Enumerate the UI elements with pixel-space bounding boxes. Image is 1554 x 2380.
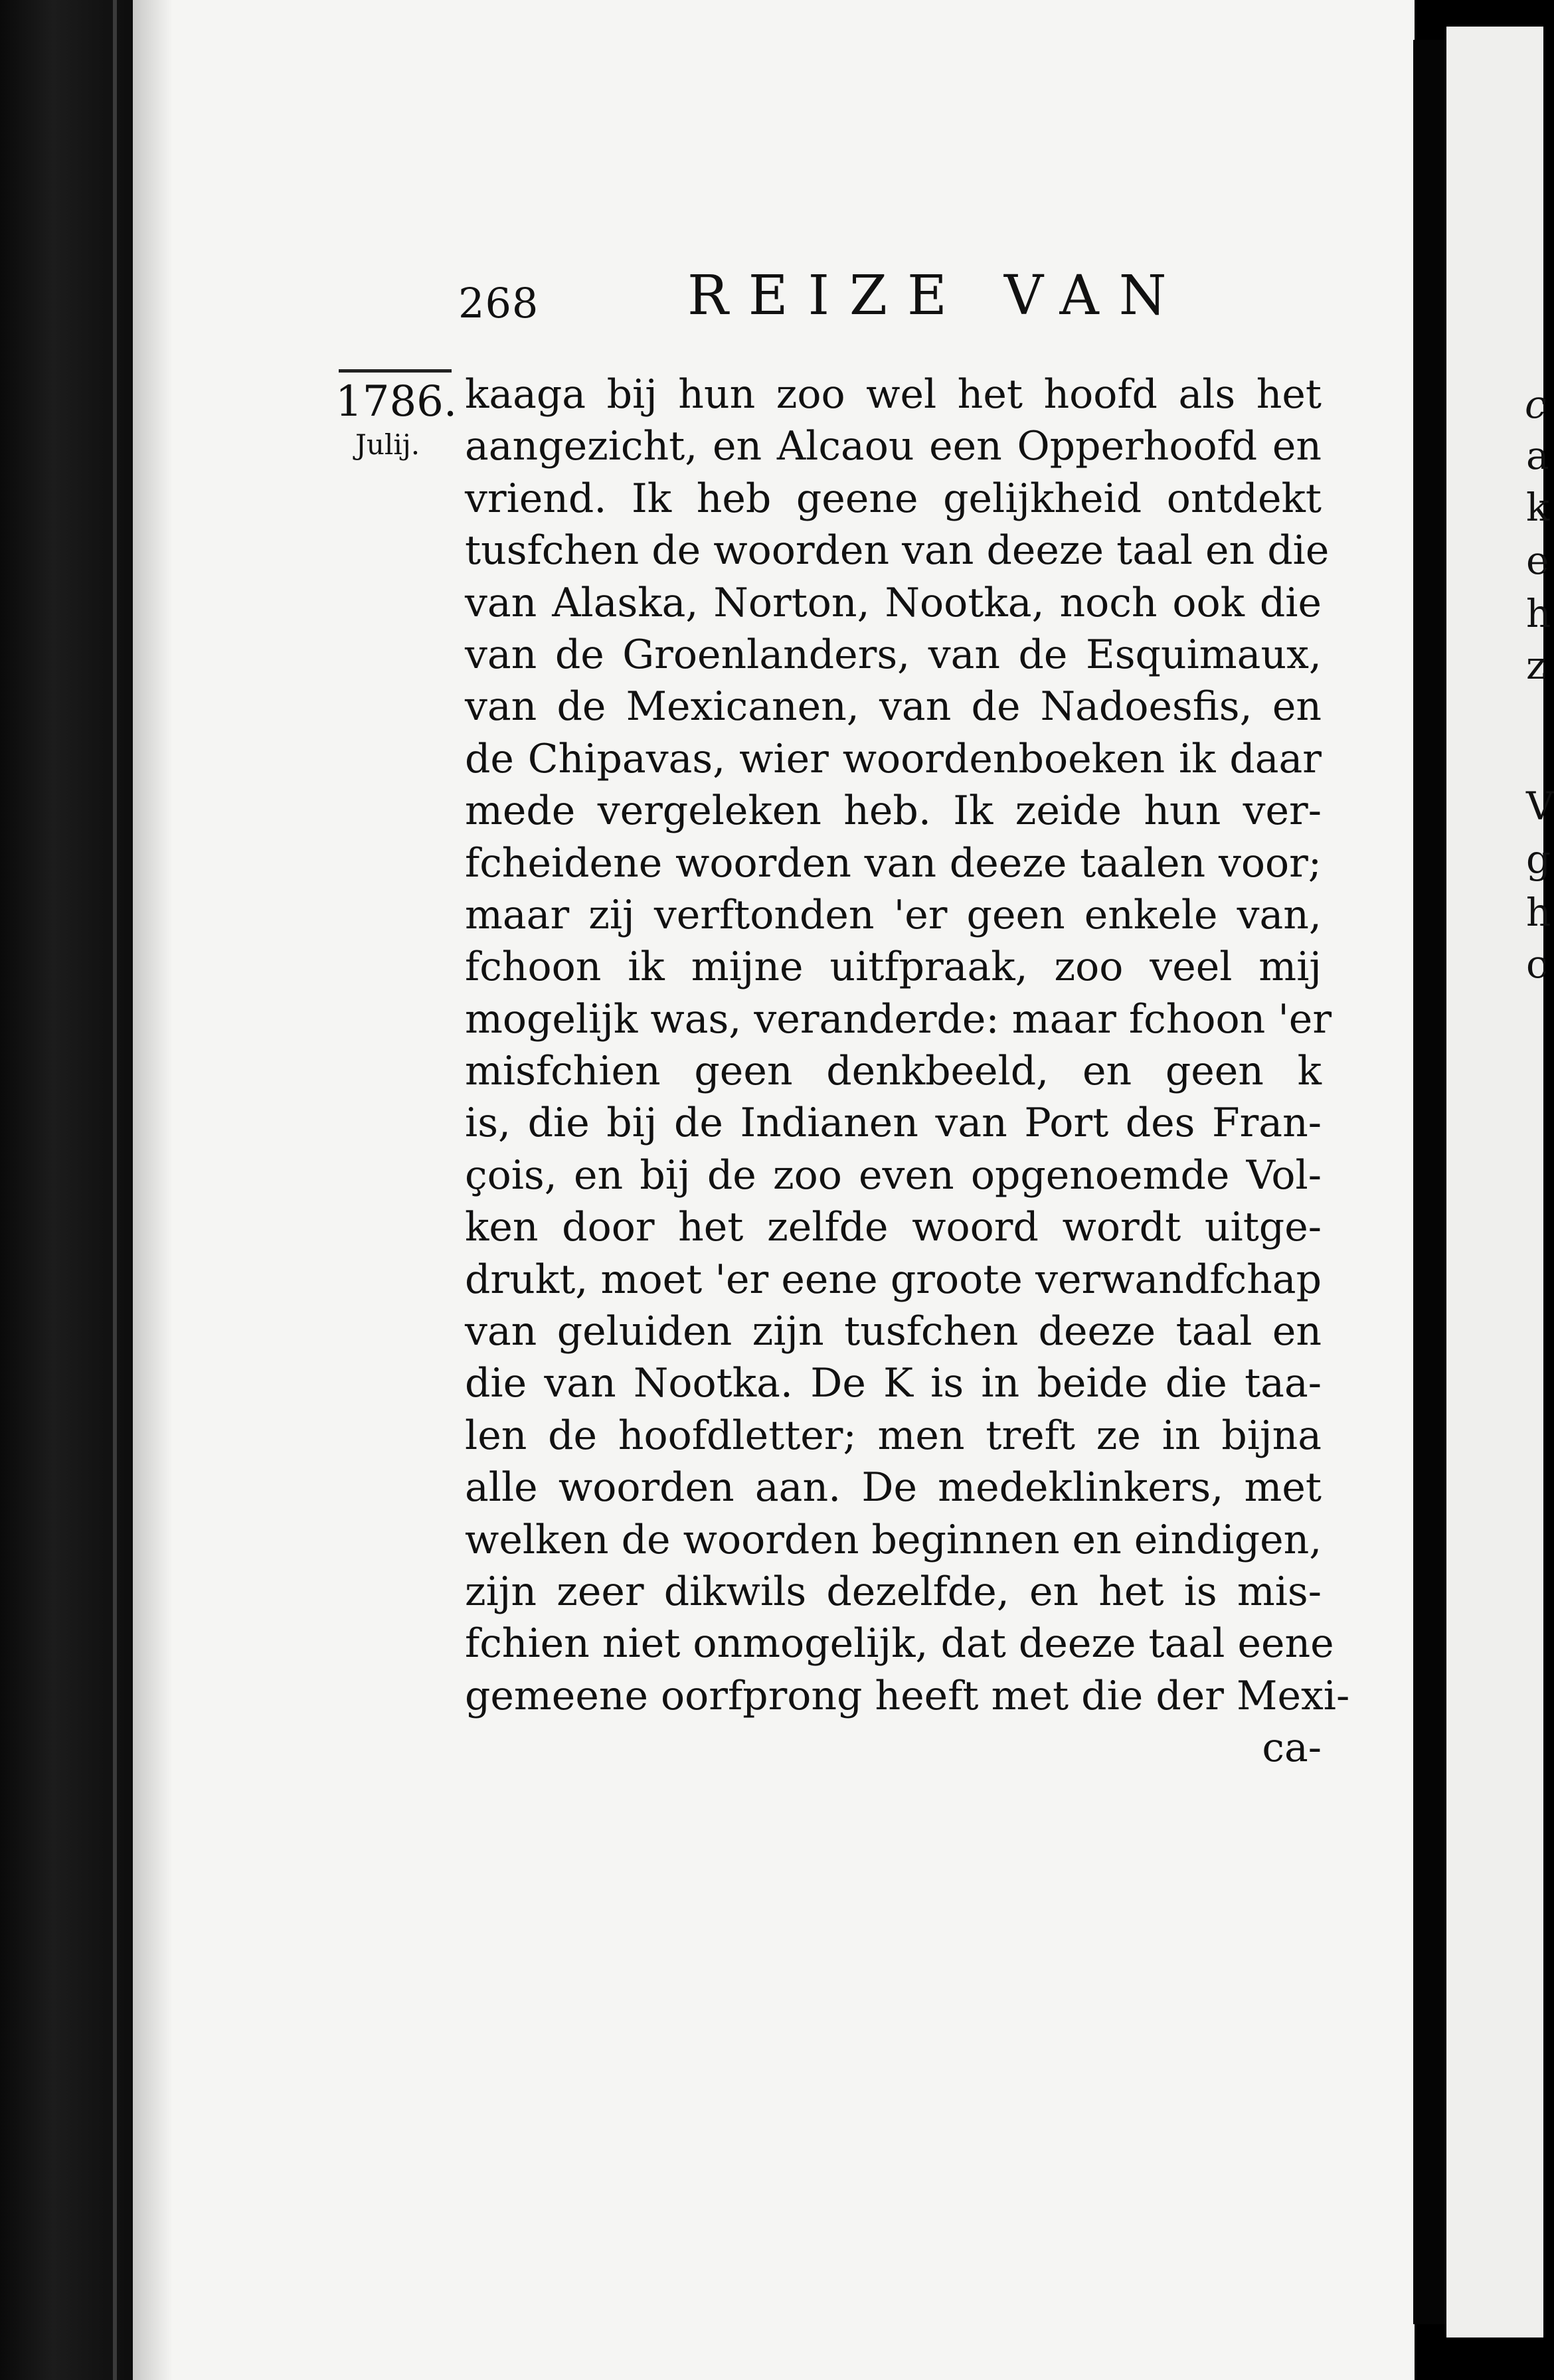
text-line: fchien niet onmogelijk, dat deeze taal eene xyxy=(465,1620,1334,1667)
text-line: welken de woorden beginnen en eindigen, xyxy=(465,1516,1322,1563)
running-header xyxy=(458,264,1322,344)
next-page-fragment: a xyxy=(1526,433,1549,478)
text-line: van de Mexicanen, van de Nadoesfis, en xyxy=(465,683,1322,730)
margin-note xyxy=(335,375,458,462)
text-line: len de hoofdletter; men treft ze in bijna xyxy=(465,1412,1322,1459)
next-page-fragment: c xyxy=(1525,382,1547,427)
text-line: alle woorden aan. De medeklinkers, met xyxy=(465,1464,1322,1511)
margin-year: 1786. xyxy=(335,377,458,426)
text-line: maar zij verftonden 'er geen enkele van, xyxy=(465,891,1322,938)
text-line: fchoon ik mijne uitfpraak, zoo veel mij xyxy=(465,944,1322,991)
next-page-fragment: h xyxy=(1526,591,1551,636)
catchword: ca- xyxy=(1262,1725,1322,1772)
book-spine-edge xyxy=(113,0,117,2380)
text-line: mede vergeleken heb. Ik zeide hun ver- xyxy=(465,788,1322,835)
text-line: mogelijk was, veranderde: maar fchoon 'er xyxy=(465,995,1332,1043)
page-gutter xyxy=(1413,40,1446,2324)
text-line: ken door het zelfde woord wordt uitge- xyxy=(465,1204,1322,1251)
next-page-fragment: c xyxy=(1526,942,1548,987)
running-title: REIZE VAN xyxy=(687,264,1187,327)
text-line: van de Groenlanders, van de Esquimaux, xyxy=(465,631,1322,678)
text-line: is, die bij de Indianen van Port des Fran- xyxy=(465,1100,1322,1147)
next-page-fragment: e xyxy=(1526,538,1549,583)
text-line: gemeene oorfprong heeft met die der Mexi- xyxy=(465,1672,1350,1719)
text-line: aangezicht, en Alcaou een Opperhoofd en xyxy=(465,423,1322,470)
text-line: misfchien geen denkbeeld, en geen k xyxy=(465,1048,1322,1095)
next-page-fragment: z xyxy=(1526,643,1547,688)
text-line: de Chipavas, wier woordenboeken ik daar xyxy=(465,735,1322,782)
page-number: 268 xyxy=(458,279,539,327)
text-line: çois, en bij de zoo even opgenoemde Vol- xyxy=(465,1151,1322,1199)
text-line: die van Nootka. De K is in beide die taa- xyxy=(465,1360,1322,1407)
next-page-edge xyxy=(1446,27,1554,2338)
text-line: van Alaska, Norton, Nootka, noch ook die xyxy=(465,579,1322,626)
text-line: vriend. Ik heb geene gelijkheid ontdekt xyxy=(465,475,1322,522)
text-line: fcheidene woorden van deeze taalen voor; xyxy=(465,839,1322,887)
next-page-fragment: h xyxy=(1526,890,1551,935)
next-page-fragment: V xyxy=(1526,784,1554,829)
text-line: van geluiden zijn tusfchen deeze taal en xyxy=(465,1308,1322,1355)
text-line: kaaga bij hun zoo wel het hoofd als het xyxy=(465,371,1322,418)
next-page-fragment: g xyxy=(1526,837,1551,882)
text-line: drukt, moet 'er eene groote verwandfchap xyxy=(465,1256,1322,1303)
text-line: tusfchen de woorden van deeze taal en die xyxy=(465,527,1330,574)
margin-month: Julij. xyxy=(355,428,420,461)
text-line: zijn zeer dikwils dezelfde, en het is mis- xyxy=(465,1568,1322,1615)
margin-rule xyxy=(339,369,452,373)
body-text xyxy=(465,369,1350,1774)
next-page-fragment: k xyxy=(1526,485,1550,530)
